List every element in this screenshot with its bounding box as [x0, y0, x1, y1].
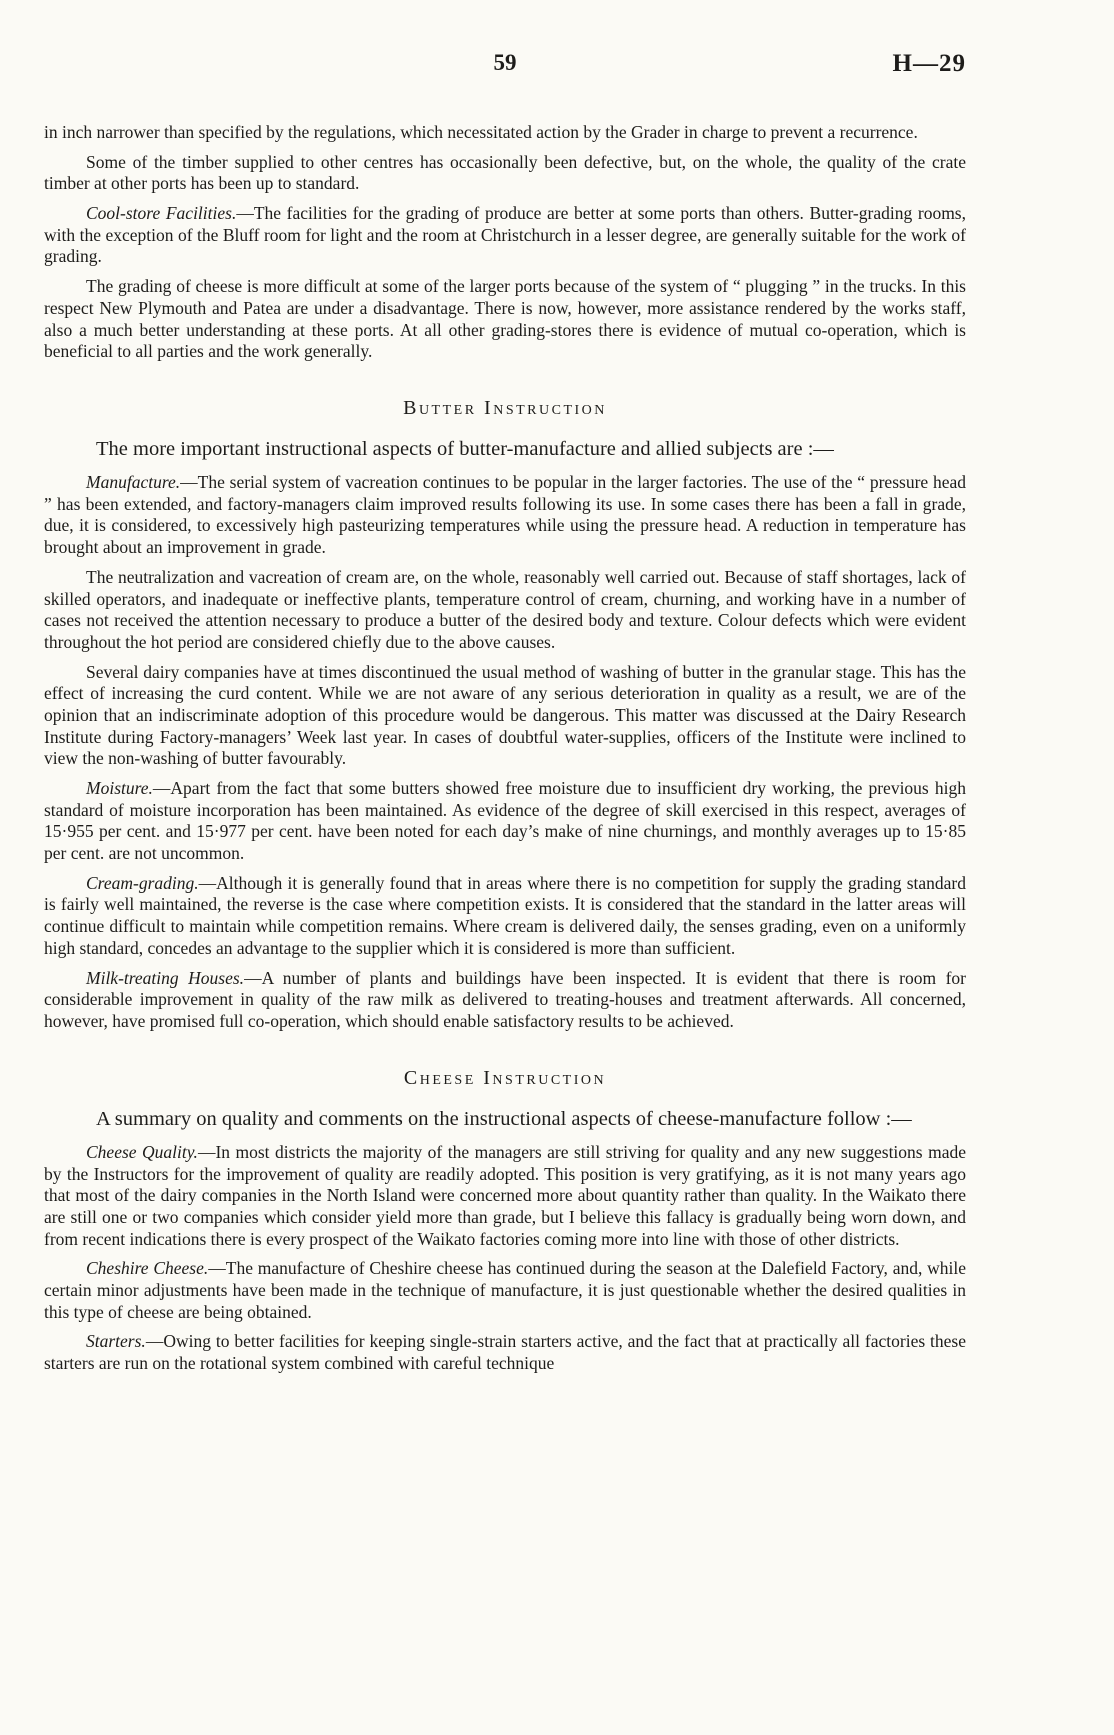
- paragraph-lead: Cool-store Facilities.: [86, 203, 237, 224]
- paragraph: Some of the timber supplied to other centres has occasionally been defective, but, on the whole, the quality of the crate timber at other ports has been up to standard.: [44, 151, 966, 194]
- document-body: [44, 122, 966, 1375]
- section-heading: Butter Instruction: [403, 396, 607, 419]
- paragraph: Milk-treating Houses.—A number of plants and buildings have been inspected. It is evident that there is room for considerable improvement in quality of the raw milk as delivered to treating-houses and treatment afterwards. All concerned, however, have promised full co-operation, which should enable satisfactory results to be achieved.: [44, 967, 967, 1031]
- paragraph-lead: Starters.: [86, 1331, 146, 1352]
- paragraph: Cool-store Facilities.—The facilities for the grading of produce are better at some ports than others. Butter-grading rooms, with the exception of the Bluff room for light and the room at Christchurch in a lesser degree, are generally suitable for the work of grading.: [44, 203, 966, 267]
- paragraph: Moisture.—Apart from the fact that some butters showed free moisture due to insufficient dry working, the previous high standard of moisture incorporation has been maintained. As evidence of the degree of skill exercised in this respect, averages of 15·955 per cent. and 15·977 per cent. have been noted for each day’s make of nine churnings, and monthly averages up to 15·85 per cent. are not uncommon.: [44, 778, 966, 864]
- document-reference: H—29: [892, 50, 966, 77]
- page-number: 59: [493, 50, 517, 75]
- paragraph-lead: Milk-treating Houses.: [86, 967, 245, 988]
- paragraph-lead: Cream-grading.: [86, 872, 199, 893]
- paragraph: The neutralization and vacreation of cream are, on the whole, reasonably well carried out. Because of staff shortages, lack of skilled operators, and inadequate or ineffective plants, temperature control of cream, churning, and working have in a number of cases not received the attention necessary to produce a butter of the desired body and texture. Colour defects which were evident throughout the hot period are considered chiefly due to the above causes.: [44, 566, 966, 652]
- paragraph: Cheshire Cheese.—The manufacture of Cheshire cheese has continued during the season at the Dalefield Factory, and, while certain minor adjustments have been made in the technique of manufacture, it is just questionable whether the desired qualities in this type of cheese are being obtained.: [44, 1258, 967, 1322]
- paragraph: A summary on quality and comments on the instructional aspects of cheese-manufacture follow :—: [96, 1107, 912, 1130]
- paragraph: The grading of cheese is more difficult at some of the larger ports because of the system of “ plugging ” in the trucks. In this respect New Plymouth and Patea are under a disadvantage. There is now, however, more assistance rendered by the works staff, also a much better understanding at these ports. At all other grading-stores there is evidence of mutual co-operation, which is beneficial to all parties and the work generally.: [44, 276, 966, 362]
- paragraph: Several dairy companies have at times discontinued the usual method of washing of butter in the granular stage. This has the effect of increasing the curd content. While we are not aware of any serious deterioration in quality as a result, we are of the opinion that an indiscriminate adoption of this procedure would be dangerous. This matter was discussed at the Dairy Research Institute during Factory-managers’ Week last year. In cases of doubtful water-supplies, officers of the Institute were inclined to view the non-washing of butter favourably.: [44, 661, 966, 769]
- page-header: [44, 50, 966, 76]
- paragraph: The more important instructional aspects of butter-manufacture and allied subjects are :—: [96, 437, 834, 460]
- paragraph: in inch narrower than specified by the regulations, which necessitated action by the Grader in charge to prevent a recurrence.: [44, 122, 918, 142]
- paragraph: Starters.—Owing to better facilities for keeping single-strain starters active, and the fact that at practically all factories these starters are run on the rotational system combined with careful technique: [44, 1331, 966, 1374]
- paragraph-lead: Manufacture.: [86, 472, 181, 493]
- paragraph: Manufacture.—The serial system of vacreation continues to be popular in the larger factories. The use of the “ pressure head ” has been extended, and factory-managers claim improved results following its use. In some cases there has been a fall in grade, due, it is considered, to excessively high pasteurizing temperatures while using the pressure head. A reduction in temperature has brought about an improvement in grade.: [44, 472, 966, 558]
- paragraph-lead: Moisture.: [86, 778, 153, 799]
- paragraph: Cheese Quality.—In most districts the majority of the managers are still striving for quality and any new suggestions made by the Instructors for the improvement of quality are readily adopted. This position is very gratifying, as it is not many years ago that most of the dairy companies in the North Island were concerned more about quantity rather than quality. In the Waikato there are still one or two companies which consider yield more than grade, but I believe this fallacy is gradually being worn down, and from recent indications there is every prospect of the Waikato factories coming more into line with those of other districts.: [44, 1141, 966, 1249]
- section-heading: Cheese Instruction: [403, 1066, 607, 1089]
- paragraph: Cream-grading.—Although it is generally found that in areas where there is no competition for supply the grading standard is fairly well maintained, the reverse is the case where competition exists. It is considered that the standard in the latter areas will continue difficult to maintain while competition remains. Where cream is delivered daily, the senses grading, even on a uniformly high standard, concedes an advantage to the supplier which it is considered is more than sufficient.: [44, 872, 966, 958]
- paragraph-lead: Cheshire Cheese.: [86, 1258, 209, 1279]
- paragraph-lead: Cheese Quality.: [86, 1141, 198, 1162]
